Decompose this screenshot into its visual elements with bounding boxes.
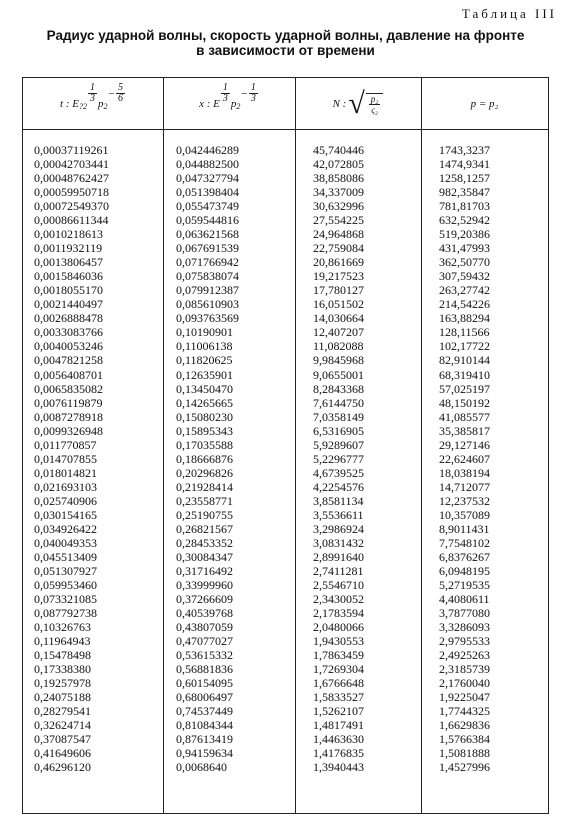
table-cell: 0,00059950718 <box>34 185 109 200</box>
table-cell: 3,2986924 <box>313 521 364 536</box>
table-cell: 6,5316905 <box>313 423 364 438</box>
table-cell: 0,40539768 <box>176 606 233 621</box>
table-cell: 0,17035588 <box>176 437 233 452</box>
table-cell: 1,6766648 <box>313 676 364 691</box>
table-cell: 22,759084 <box>313 241 364 256</box>
column-divider <box>295 78 296 813</box>
table-cell: 0,11964943 <box>34 634 91 649</box>
table-cell: 1,4527996 <box>439 760 490 775</box>
caption-line-1: Радиус ударной волны, скорость ударной волны, давление на фронте <box>46 28 525 43</box>
table-cell: 0,071766942 <box>176 255 239 270</box>
table-cell: 0,11006138 <box>176 339 233 354</box>
table-cell: 0,093763569 <box>176 311 239 326</box>
data-table <box>22 77 549 814</box>
table-cell: 3,0831432 <box>313 535 364 550</box>
table-cell: 0,030154165 <box>34 507 97 522</box>
table-cell: 519,20386 <box>439 227 490 242</box>
table-cell: 0,0056408701 <box>34 367 103 382</box>
table-cell: 0,26821567 <box>176 521 233 536</box>
table-cell: 0,067691539 <box>176 241 239 256</box>
table-cell: 16,051502 <box>313 297 364 312</box>
table-cell: 0,47077027 <box>176 634 233 649</box>
table-cell: 307,59432 <box>439 269 490 284</box>
table-cell: 9,9845968 <box>313 353 364 368</box>
table-cell: 0,085610903 <box>176 297 239 312</box>
table-cell: 0,15895343 <box>176 423 233 438</box>
table-cell: 0,17338380 <box>34 662 91 677</box>
table-cell: 1743,3237 <box>439 143 490 157</box>
table-cell: 0,37087547 <box>34 732 91 747</box>
table-cell: 1,3940443 <box>313 760 364 775</box>
table-cell: 0,11820625 <box>176 353 233 368</box>
table-cell: 7,0358149 <box>313 409 364 424</box>
header-pressure: p = p₂ <box>470 97 499 110</box>
table-cell: 19,217523 <box>313 269 364 284</box>
column-divider <box>421 78 422 813</box>
table-cell: 2,7411281 <box>313 563 364 578</box>
table-cell: 2,9795533 <box>439 634 490 649</box>
table-cell: 0,0076119879 <box>34 395 103 410</box>
table-cell: 0,15080230 <box>176 409 233 424</box>
table-cell: 214,54226 <box>439 297 490 312</box>
table-cell: 48,150192 <box>439 395 490 410</box>
table-cell: 4,4080611 <box>439 592 490 606</box>
table-cell: 0,055473749 <box>176 199 239 214</box>
table-cell: 0,60154095 <box>176 676 233 691</box>
table-cell: 0,74537449 <box>176 704 233 719</box>
table-cell: 5,2296777 <box>313 451 364 466</box>
table-cell: 0,059544816 <box>176 213 239 228</box>
table-cell: 0,034926422 <box>34 521 97 536</box>
table-cell: 4,6739525 <box>313 465 364 480</box>
table-cell: 5,9289607 <box>313 437 364 452</box>
table-cell: 0,33999960 <box>176 577 233 592</box>
table-cell: 0,0047821258 <box>34 353 103 368</box>
table-cell: 1,9430553 <box>313 634 364 649</box>
table-cell: 14,030664 <box>313 311 364 326</box>
table-cell: 0,10326763 <box>34 620 91 635</box>
table-cell: 0,00037119261 <box>34 143 109 157</box>
table-cell: 0,073321085 <box>34 592 97 606</box>
table-cell: 6,0948195 <box>439 563 490 578</box>
table-cell: 0,040049353 <box>34 535 97 550</box>
table-cell: 1,4817491 <box>313 718 364 733</box>
table-cell: 0,00042703441 <box>34 157 109 172</box>
table-cell: 24,964868 <box>313 227 364 242</box>
table-cell: 29,127146 <box>439 437 490 452</box>
header-radius: x : E $\frac{1}{3}$ p 2 − $\frac{1}{3}$ <box>199 82 256 111</box>
table-cell: 0,15478498 <box>34 648 91 663</box>
table-cell: 0,23558771 <box>176 493 233 508</box>
table-cell: 1,6629836 <box>439 718 490 733</box>
table-cell: 0,0068640 <box>176 760 227 775</box>
sqrt-symbol: √ p₂ ς₂ <box>346 90 383 118</box>
table-cell: 5,2719535 <box>439 577 490 592</box>
table-number-label: Таблица III <box>461 6 557 21</box>
table-cell: 1,4176835 <box>313 746 364 761</box>
table-cell: 1,5081888 <box>439 746 490 761</box>
table-cell: 1,5766384 <box>439 732 490 747</box>
table-cell: 982,35847 <box>439 185 490 200</box>
table-cell: 3,8581134 <box>313 493 364 508</box>
table-cell: 6,8376267 <box>439 549 490 564</box>
table-cell: 34,337009 <box>313 185 364 200</box>
table-cell: 0,21928414 <box>176 479 233 494</box>
table-cell: 42,072805 <box>313 157 364 172</box>
table-cell: 38,858086 <box>313 171 364 186</box>
column-divider <box>163 78 164 813</box>
table-cell: 41,085577 <box>439 409 490 424</box>
table-cell: 0,25190755 <box>176 507 233 522</box>
table-cell: 0,24075188 <box>34 690 91 705</box>
table-cell: 0,87613419 <box>176 732 233 747</box>
table-cell: 0,045513409 <box>34 549 97 564</box>
table-cell: 0,079912387 <box>176 283 239 298</box>
table-cell: 0,41649606 <box>34 746 91 761</box>
table-cell: 0,0010218613 <box>34 227 103 242</box>
table-cell: 0,0018055170 <box>34 283 103 298</box>
table-cell: 1,7744325 <box>439 704 490 719</box>
table-cell: 0,014707855 <box>34 451 97 466</box>
column-time-values <box>34 143 109 774</box>
table-cell: 1474,9341 <box>439 157 490 172</box>
table-cell: 3,3286093 <box>439 620 490 635</box>
table-cell: 0,051307927 <box>34 563 97 578</box>
table-cell: 1,9225047 <box>439 690 490 705</box>
table-cell: 9,0655001 <box>313 367 364 382</box>
table-cell: 1,5262107 <box>313 704 364 719</box>
table-cell: 0,53615332 <box>176 648 233 663</box>
table-cell: 20,861669 <box>313 255 364 270</box>
table-cell: 2,8991640 <box>313 549 364 564</box>
table-cell: 68,319410 <box>439 367 490 382</box>
table-cell: 2,1760040 <box>439 676 490 691</box>
table-cell: 12,407207 <box>313 325 364 340</box>
column-radius-values <box>176 143 239 774</box>
table-cell: 1,5833527 <box>313 690 364 705</box>
header-velocity: N : √ p₂ ς₂ <box>295 78 421 129</box>
table-cell: 82,910144 <box>439 353 490 368</box>
table-cell: 8,9011431 <box>439 521 490 536</box>
column-velocity-values <box>313 143 364 774</box>
table-cell: 0,0040053246 <box>34 339 103 354</box>
table-cell: 0,18666876 <box>176 451 233 466</box>
table-caption <box>10 28 561 58</box>
table-cell: 0,018014821 <box>34 465 97 480</box>
header-divider <box>23 129 548 130</box>
table-cell: 0,059953460 <box>34 577 97 592</box>
table-cell: 14,712077 <box>439 479 490 494</box>
table-cell: 2,1783594 <box>313 606 364 621</box>
table-cell: 2,3185739 <box>439 662 490 677</box>
table-cell: 27,554225 <box>313 213 364 228</box>
table-cell: 18,038194 <box>439 465 490 480</box>
table-cell: 35,385817 <box>439 423 490 438</box>
table-cell: 0,13450470 <box>176 381 233 396</box>
table-cell: 0,025740906 <box>34 493 97 508</box>
table-cell: 0,063621568 <box>176 227 239 242</box>
table-cell: 0,94159634 <box>176 746 233 761</box>
table-cell: 0,68006497 <box>176 690 233 705</box>
table-cell: 0,56881836 <box>176 662 233 677</box>
table-cell: 2,4925263 <box>439 648 490 663</box>
table-cell: 0,0099326948 <box>34 423 103 438</box>
table-cell: 0,021693103 <box>34 479 97 494</box>
table-cell: 0,28453352 <box>176 535 233 550</box>
table-cell: 0,31716492 <box>176 563 233 578</box>
table-cell: 431,47993 <box>439 241 490 256</box>
table-cell: 0,81084344 <box>176 718 233 733</box>
table-cell: 102,17722 <box>439 339 490 354</box>
table-cell: 8,2843368 <box>313 381 364 396</box>
table-cell: 0,30084347 <box>176 549 233 564</box>
table-cell: 263,27742 <box>439 283 490 298</box>
table-cell: 0,0011932119 <box>34 241 103 256</box>
table-cell: 12,237532 <box>439 493 490 508</box>
table-cell: 0,00048762427 <box>34 171 109 186</box>
table-cell: 0,011770857 <box>34 437 97 452</box>
table-cell: 0,10190901 <box>176 325 233 340</box>
table-cell: 128,11566 <box>439 325 490 340</box>
table-cell: 7,7548102 <box>439 535 490 550</box>
table-cell: 0,051398404 <box>176 185 239 200</box>
table-cell: 1,7269304 <box>313 662 364 677</box>
table-cell: 3,7877080 <box>439 606 490 621</box>
table-cell: 0,20296826 <box>176 465 233 480</box>
table-cell: 362,50770 <box>439 255 490 270</box>
table-cell: 57,025197 <box>439 381 490 396</box>
table-cell: 0,0033083766 <box>34 325 103 340</box>
table-cell: 17,780127 <box>313 283 364 298</box>
table-cell: 0,28279541 <box>34 704 91 719</box>
table-cell: 2,5546710 <box>313 577 364 592</box>
table-cell: 1,7863459 <box>313 648 364 663</box>
table-cell: 1258,1257 <box>439 171 490 186</box>
table-cell: 0,0015846036 <box>34 269 103 284</box>
table-cell: 0,00086611344 <box>34 213 109 228</box>
caption-line-2: в зависимости от времени <box>196 43 375 58</box>
table-cell: 0,047327794 <box>176 171 239 186</box>
table-cell: 3,5536611 <box>313 507 364 522</box>
table-cell: 0,0013806457 <box>34 255 103 270</box>
table-cell: 0,12635901 <box>176 367 233 382</box>
table-cell: 0,43807059 <box>176 620 233 635</box>
column-pressure-values <box>439 143 490 774</box>
table-cell: 45,740446 <box>313 143 364 157</box>
table-cell: 163,88294 <box>439 311 490 326</box>
table-cell: 0,0087278918 <box>34 409 103 424</box>
table-cell: 0,0021440497 <box>34 297 103 312</box>
table-cell: 0,075838074 <box>176 269 239 284</box>
table-cell: 2,0480066 <box>313 620 364 635</box>
table-cell: 0,19257978 <box>34 676 91 691</box>
table-cell: 30,632996 <box>313 199 364 214</box>
table-cell: 0,044882500 <box>176 157 239 172</box>
table-cell: 1,4463630 <box>313 732 364 747</box>
table-cell: 0,46296120 <box>34 760 91 775</box>
header-time: t : E ?2 $\frac{1}{3}$ p 2 − $\frac{5}{6}$ <box>60 82 123 111</box>
table-cell: 0,00072549370 <box>34 199 109 214</box>
table-cell: 7,6144750 <box>313 395 364 410</box>
table-cell: 0,042446289 <box>176 143 239 157</box>
table-cell: 781,81703 <box>439 199 490 214</box>
table-cell: 0,087792738 <box>34 606 97 621</box>
table-cell: 0,14265665 <box>176 395 233 410</box>
table-cell: 4,2254576 <box>313 479 364 494</box>
table-cell: 10,357089 <box>439 507 490 522</box>
table-cell: 0,0026888478 <box>34 311 103 326</box>
table-cell: 11,082088 <box>313 339 364 354</box>
table-cell: 22,624607 <box>439 451 490 466</box>
table-cell: 2,3430052 <box>313 592 364 606</box>
table-cell: 0,0065835082 <box>34 381 103 396</box>
table-cell: 632,52942 <box>439 213 490 228</box>
table-cell: 0,32624714 <box>34 718 91 733</box>
table-cell: 0,37266609 <box>176 592 233 606</box>
